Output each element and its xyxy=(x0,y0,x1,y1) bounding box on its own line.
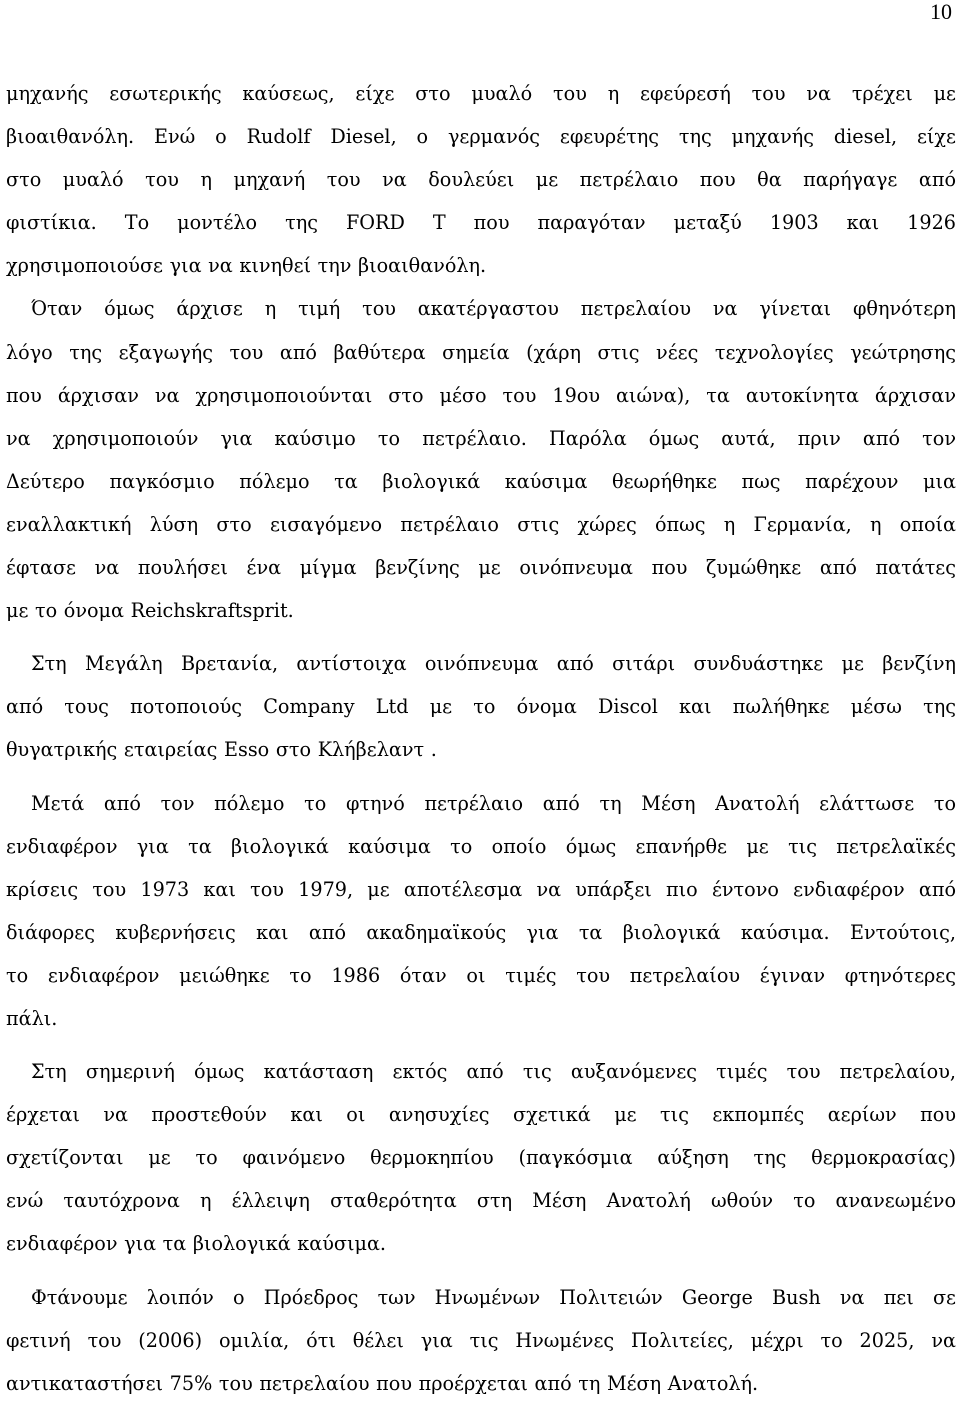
text-line: ενδιαφέρον για τα βιολογικά καύσιμα. xyxy=(6,1232,387,1256)
text-line: μηχανής εσωτερικής καύσεως, είχε στο μυαλό του η εφεύρεσή του να τρέχει με xyxy=(6,82,956,105)
page-number: 10 xyxy=(930,0,952,24)
text-line: Στη Μεγάλη Βρετανία, αντίστοιχα οινόπνευμα από σιτάρι συνδυάστηκε με βενζίνη xyxy=(31,652,956,676)
text-line: με το όνομα Reichskraftsprit. xyxy=(6,599,294,623)
text-line: ενδιαφέρον για τα βιολογικά καύσιμα το οποίο όμως επανήρθε με τις πετρελαϊκές xyxy=(6,834,956,858)
text-line: Φτάνουμε λοιπόν ο Πρόεδρος των Ηνωμένων Πολιτειών George Bush να πει σε xyxy=(31,1285,956,1309)
text-line: να χρησιμοποιούν για καύσιμο το πετρέλαιο. Παρόλα όμως αυτά, πριν από τον xyxy=(6,426,956,450)
text-line: φιστίκια. Το μοντέλο της FORD T που παραγόταν μεταξύ 1903 και 1926 xyxy=(6,211,956,235)
paragraph-3 xyxy=(6,642,956,771)
text-line: κρίσεις του 1973 και του 1979, με αποτέλεσμα να υπάρξει πιο έντονο ενδιαφέρον από xyxy=(6,877,956,901)
text-line: σχετίζονται με το φαινόμενο θερμοκηπίου (παγκόσμια αύξηση της θερμοκρασίας) xyxy=(6,1146,956,1170)
paragraph-5 xyxy=(6,1050,956,1265)
paragraph-2 xyxy=(6,287,956,632)
text-line: ενώ ταυτόχρονα η έλλειψη σταθερότητα στη Μέση Ανατολή ωθούν το ανανεωμένο xyxy=(6,1189,956,1213)
text-line: έρχεται να προστεθούν και οι ανησυχίες σχετικά με τις εκπομπές αερίων που xyxy=(6,1103,956,1127)
text-line: Δεύτερο παγκόσμιο πόλεμο τα βιολογικά καύσιμα θεωρήθηκε πως παρέχουν μια xyxy=(6,469,956,493)
text-line: χρησιμοποιούσε για να κινηθεί την βιοαιθανόλη. xyxy=(6,254,487,278)
text-line: διάφορες κυβερνήσεις και από ακαδημαϊκούς για τα βιολογικά καύσιμα. Εντούτοις, xyxy=(6,920,956,944)
text-line: λόγο της εξαγωγής του από βαθύτερα σημεία (χάρη στις νέες τεχνολογίες γεώτρησης xyxy=(6,340,956,364)
text-line: Όταν όμως άρχισε η τιμή του ακατέργαστου πετρελαίου να γίνεται φθηνότερη xyxy=(31,297,956,321)
text-line: Μετά από τον πόλεμο το φτηνό πετρέλαιο από τη Μέση Ανατολή ελάττωσε το xyxy=(31,791,956,815)
text-line: από τους ποτοποιούς Company Ltd με το όνομα Discol και πωλήθηκε μέσω της xyxy=(6,695,956,719)
text-line: θυγατρικής εταιρείας Esso στο Κλήβελαντ . xyxy=(6,738,437,762)
text-line: αντικαταστήσει 75% του πετρελαίου που προέρχεται από τη Μέση Ανατολή. xyxy=(6,1371,759,1395)
text-line: βιοαιθανόλη. Ενώ ο Rudolf Diesel, ο γερμανός εφευρέτης της μηχανής diesel, είχε xyxy=(6,125,956,149)
paragraph-6 xyxy=(6,1276,956,1405)
text-line: που άρχισαν να χρησιμοποιούνται στο μέσο του 19ου αιώνα), τα αυτοκίνητα άρχισαν xyxy=(6,383,956,407)
text-line: πάλι. xyxy=(6,1006,58,1030)
text-line: έφτασε να πουλήσει ένα μίγμα βενζίνης με οινόπνευμα που ζυμώθηκε από πατάτες xyxy=(6,556,956,580)
paragraph-1 xyxy=(6,72,956,287)
document-body xyxy=(6,72,956,1405)
text-line: το ενδιαφέρον μειώθηκε το 1986 όταν οι τιμές του πετρελαίου έγιναν φτηνότερες xyxy=(6,963,956,987)
text-line: Στη σημερινή όμως κατάσταση εκτός από τις αυξανόμενες τιμές του πετρελαίου, xyxy=(31,1060,956,1084)
text-line: εναλλακτική λύση στο εισαγόμενο πετρέλαιο στις χώρες όπως η Γερμανία, η οποία xyxy=(6,512,956,536)
paragraph-4 xyxy=(6,782,956,1041)
text-line: στο μυαλό του η μηχανή του να δουλεύει με πετρέλαιο που θα παρήγαγε από xyxy=(6,168,956,192)
text-line: φετινή του (2006) ομιλία, ότι θέλει για τις Ηνωμένες Πολιτείες, μέχρι το 2025, να xyxy=(6,1328,956,1352)
